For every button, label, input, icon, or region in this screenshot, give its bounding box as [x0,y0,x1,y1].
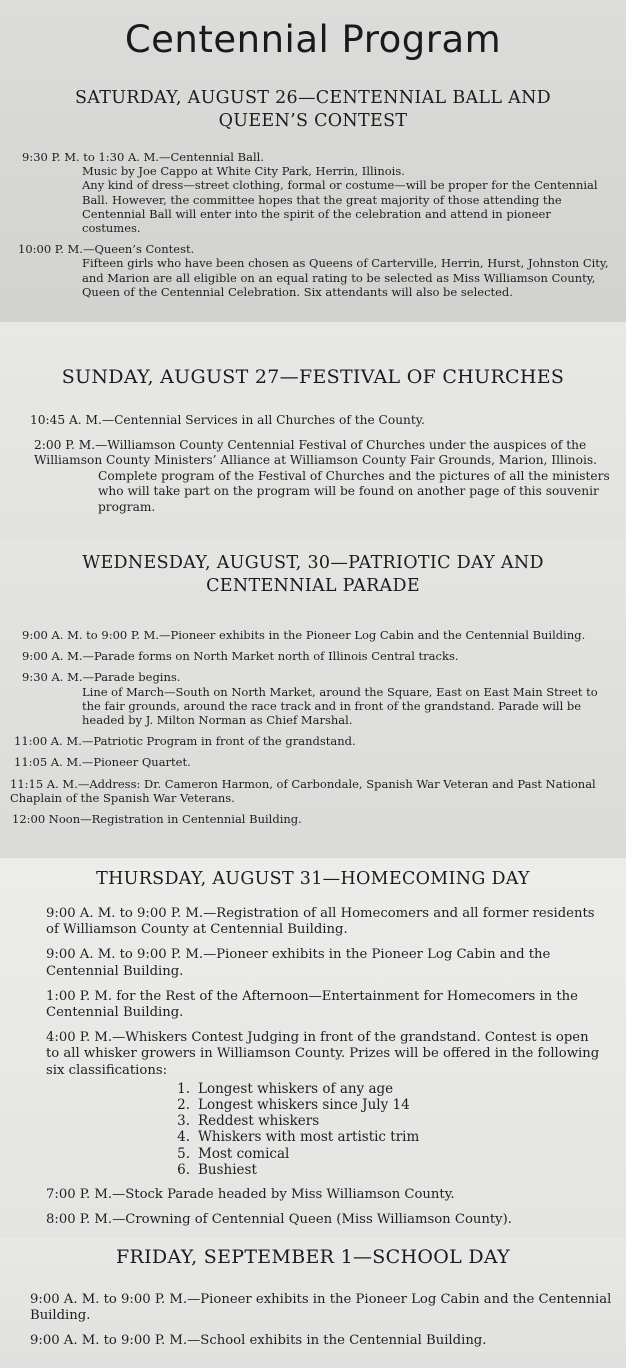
entry-time: 11:05 A. M.—Pioneer Quartet. [14,755,191,770]
entry-time: 9:00 A. M. to 9:00 P. M.—Pioneer exhibits in the Pioneer Log Cabin and the Centennial Building. [46,947,551,979]
section-friday [0,1238,626,1368]
page-title: Centennial Program [124,18,502,61]
classification-item [166,1097,604,1113]
classification-text: Whiskers with most artistic trim [198,1129,420,1146]
classification-text: Reddest whiskers [198,1113,320,1130]
program-entry [0,649,626,663]
classification-item [166,1113,604,1129]
section-heading-line: SUNDAY, AUGUST 27—FESTIVAL OF CHURCHES [61,366,565,388]
entry-time: 9:00 A. M. to 9:00 P. M.—Pioneer exhibits in the Pioneer Log Cabin and the Centennial Building. [30,1292,612,1324]
section-sunday [0,322,626,540]
entry-time: 11:00 A. M.—Patriotic Program in front of the grandstand. [14,734,356,749]
entry-time: 10:00 P. M.—Queen’s Contest. [18,242,195,257]
entry-time: 10:45 A. M.—Centennial Services in all Churches of the County. [30,413,425,427]
classification-item [166,1146,604,1162]
program-entry [0,628,626,642]
section-heading [0,868,626,891]
entry-time: 9:30 A. M.—Parade begins. [22,670,181,685]
entry-list [0,413,626,522]
section-heading [0,552,626,598]
section-heading-line: CENTENNIAL PARADE [206,576,420,596]
section-heading [0,366,626,389]
entry-list [0,628,626,833]
entry-time: 12:00 Noon—Registration in Centennial Building. [12,812,302,827]
program-entry [0,1212,626,1228]
entry-detail: Complete program of the Festival of Churches and the pictures of all the ministers who will take part on the program will be found on another page of this souvenir program. [98,468,610,514]
program-entry [0,150,626,235]
entry-time: 9:00 A. M. to 9:00 P. M.—School exhibits in the Centennial Building. [30,1333,487,1349]
section-heading-line: SATURDAY, AUGUST 26—CENTENNIAL BALL AND [74,88,552,108]
entry-detail: Line of March—South on North Market, around the Square, East on East Main Street to the fair grounds, around the race track and in front of the grandstand. Parade will be headed by J. Milton Norman as Chief Marshal. [82,684,598,728]
section-heading [0,87,626,133]
entry-time: 9:00 A. M. to 9:00 P. M.—Registration of all Homecomers and all former residents of Williamson County at Centennial Building. [46,906,595,938]
section-thursday [0,858,626,1238]
section-heading-line: THURSDAY, AUGUST 31—HOMECOMING DAY [96,869,530,889]
section-heading [0,1246,626,1269]
section-heading-line: QUEEN’S CONTEST [218,111,408,131]
program-entry [0,413,626,429]
classification-number: 4. [177,1129,190,1146]
entry-time: 9:00 A. M.—Parade forms on North Market north of Illinois Central tracks. [22,649,459,664]
section-heading-line: WEDNESDAY, AUGUST, 30—PATRIOTIC DAY AND [82,553,544,573]
section-heading-line: FRIDAY, SEPTEMBER 1—SCHOOL DAY [116,1246,510,1268]
program-entry [0,438,626,516]
section-saturday [0,0,626,322]
program-entry [0,670,626,727]
entry-time: 2:00 P. M.—Williamson County Centennial Festival of Churches under the auspices of the Williamson County Ministers’ Alliance at Williamson County Fair Grounds, Marion, Illinois. [34,437,598,467]
program-entry [0,906,626,938]
classification-number: 6. [177,1161,190,1178]
entry-list [0,150,626,306]
entry-detail: Any kind of dress—street clothing, formal or costume—will be proper for the Centennial Ball. However, the committee hopes that the great majority of those attending the Centennial Ball will enter into the spirit of the celebration and attend in pioneer costumes. [82,178,598,236]
program-entry [0,1187,626,1203]
entry-detail: Fifteen girls who have been chosen as Queens of Carterville, Herrin, Hurst, Johnston City, and Marion are all eligible on an equal rating to be selected as Miss Williamson County, Queen of the Centennial Celebration. Six attendants will also be selected. [82,256,609,299]
entry-time: 8:00 P. M.—Crowning of Centennial Queen (Miss Williamson County). [46,1212,512,1228]
classification-number: 5. [177,1145,190,1162]
classification-text: Bushiest [198,1161,257,1178]
program-entry [0,1333,626,1349]
entry-detail: Music by Joe Cappo at White City Park, Herrin, Illinois. [82,164,405,179]
classification-list [46,1081,604,1178]
classification-text: Most comical [198,1145,290,1162]
entry-time: 1:00 P. M. for the Rest of the Afternoon—Entertainment for Homecomers in the Centennial Building. [46,988,578,1021]
classification-item [166,1129,604,1145]
classification-item [166,1081,604,1097]
classification-text: Longest whiskers since July 14 [198,1097,410,1114]
entry-time: 11:15 A. M.—Address: Dr. Cameron Harmon, of Carbondale, Spanish War Veteran and Past National Chaplain of the Spanish War Veterans. [10,776,596,805]
program-entry [0,812,626,826]
classification-text: Longest whiskers of any age [198,1080,394,1097]
classification-number: 2. [177,1097,190,1114]
program-entry [0,1292,626,1324]
program-entry [0,777,626,805]
entry-time: 4:00 P. M.—Whiskers Contest Judging in front of the grandstand. Contest is open to all whisker growers in Williamson County. Prizes will be offered in the following six classifications: [46,1030,600,1078]
classification-number: 3. [177,1113,190,1130]
section-wednesday [0,540,626,858]
entry-time: 7:00 P. M.—Stock Parade headed by Miss Williamson County. [46,1187,455,1203]
entry-time: 9:00 A. M. to 9:00 P. M.—Pioneer exhibits in the Pioneer Log Cabin and the Centennial Building. [22,628,586,642]
program-entry [0,947,626,979]
program-entry [0,1030,626,1178]
entry-list [0,906,626,1237]
entry-list [0,1292,626,1359]
classification-number: 1. [177,1080,190,1097]
program-entry [0,989,626,1021]
program-entry [0,734,626,748]
entry-time: 9:30 P. M. to 1:30 A. M.—Centennial Ball. [22,150,264,164]
program-entry [0,242,626,299]
program-entry [0,755,626,769]
classification-item [166,1162,604,1178]
